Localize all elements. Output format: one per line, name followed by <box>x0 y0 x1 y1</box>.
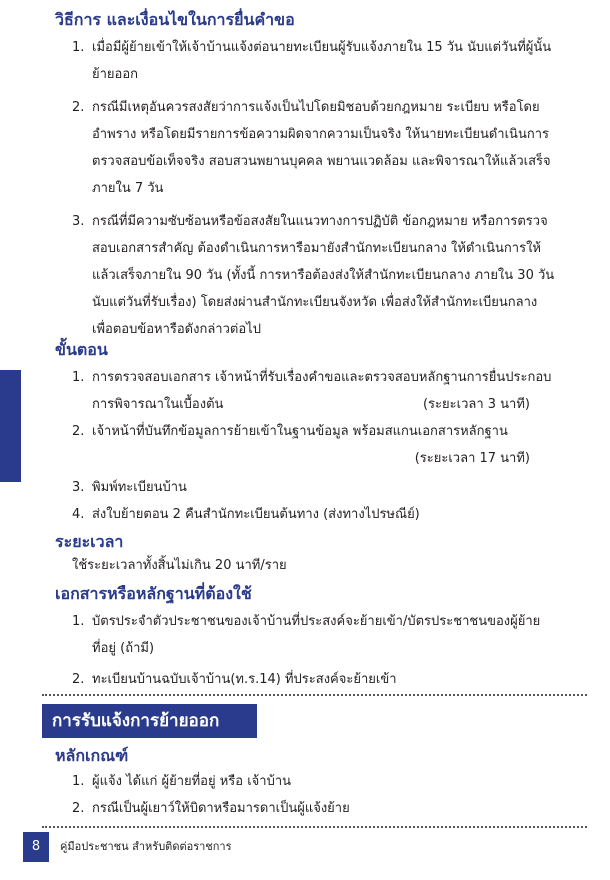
duration-text: ใช้ระยะเวลาทั้งสิ้นไม่เกิน 20 นาที/ราย <box>72 558 287 573</box>
criteria-list <box>72 768 590 822</box>
dotted-divider <box>42 826 587 828</box>
heading-documents: เอกสารหรือหลักฐานที่ต้องใช้ <box>55 584 252 603</box>
list-item: 2. กรณีมีเหตุอันควรสงสัยว่าการแจ้งเป็นไปโดยมิชอบด้วยกฎหมาย ระเบียบ หรือโดย อำพราง หรือโดยมีรายการข้อความผิดจากความเป็นจริง ให้นายทะเบียนดำเนินการ ตรวจสอบข้อเท็จจริง สอบสวนพยานบุคคล พยานแวดล้อม และพิจารณาให้แล้วเสร็จ ภายใน 7 วัน <box>72 100 551 196</box>
list-item: 2. เจ้าหน้าที่บันทึกข้อมูลการย้ายเข้าในฐานข้อมูล พร้อมสแกนเอกสารหลักฐาน (ระยะเวลา 17 นาที) <box>72 418 590 472</box>
list-item: 1. การตรวจสอบเอกสาร เจ้าหน้าที่รับเรื่องคำขอและตรวจสอบหลักฐานการยื่นประกอบ การพิจารณาในเบื้องต้น (ระยะเวลา 3 นาที) <box>72 364 590 418</box>
section-banner: การรับแจ้งการย้ายออก <box>42 704 257 738</box>
step-duration: (ระยะเวลา 17 นาที) <box>414 451 530 466</box>
heading-duration: ระยะเวลา <box>55 532 124 551</box>
documents-list <box>72 608 590 693</box>
list-item: 1. บัตรประจำตัวประชาชนของเจ้าบ้านที่ประสงค์จะย้ายเข้า/บัตรประชาชนของผู้ย้าย ที่อยู่ (ถ้ามี) <box>72 614 541 656</box>
steps-list <box>72 364 590 528</box>
heading-conditions: วิธีการ และเงื่อนไขในการยื่นคำขอ <box>55 10 295 29</box>
step-duration: (ระยะเวลา 3 นาที) <box>422 397 530 412</box>
list-item: 3. พิมพ์ทะเบียนบ้าน <box>72 480 187 495</box>
list-item: 2. กรณีเป็นผู้เยาว์ให้บิดาหรือมารดาเป็นผู้แจ้งย้าย <box>72 801 350 816</box>
conditions-list <box>72 34 590 343</box>
list-item: 3. กรณีที่มีความซับซ้อนหรือข้อสงสัยในแนวทางการปฏิบัติ ข้อกฎหมาย หรือการตรวจ สอบเอกสารสำคัญ ต้องดำเนินการหารือมายังสำนักทะเบียนกลาง ให้ดำเนินการให้ แล้วเสร็จภายใน 90 วัน (ทั้งนี้ การหารือต้องส่งให้สำนักทะเบียนกลาง ภายใน 30 วัน นับแต่วันที่รับเรื่อง) โดยส่งผ่านสำนักทะเบียนจังหวัด เพื่อส่งให้สำนักทะเบียนกลาง เพื่อตอบข้อหารือดังกล่าวต่อไป <box>72 214 555 337</box>
footer-title: คู่มือประชาชน สำหรับติดต่อราชการ <box>60 840 232 853</box>
page-number: 8 <box>23 832 49 862</box>
list-item: 1. เมื่อมีผู้ย้ายเข้าให้เจ้าบ้านแจ้งต่อนายทะเบียนผู้รับแจ้งภายใน 15 วัน นับแต่วันที่ผู้นั้น ย้ายออก <box>72 40 552 82</box>
side-tab-marker <box>0 370 21 482</box>
heading-steps: ขั้นตอน <box>55 340 108 359</box>
list-item: 4. ส่งใบย้ายตอน 2 คืนสำนักทะเบียนต้นทาง (ส่งทางไปรษณีย์) <box>72 507 420 522</box>
dotted-divider <box>42 694 587 696</box>
heading-criteria: หลักเกณฑ์ <box>55 746 129 765</box>
list-item: 1. ผู้แจ้ง ได้แก่ ผู้ย้ายที่อยู่ หรือ เจ้าบ้าน <box>72 774 292 789</box>
list-item: 2. ทะเบียนบ้านฉบับเจ้าบ้าน(ท.ร.14) ที่ประสงค์จะย้ายเข้า <box>72 672 397 687</box>
